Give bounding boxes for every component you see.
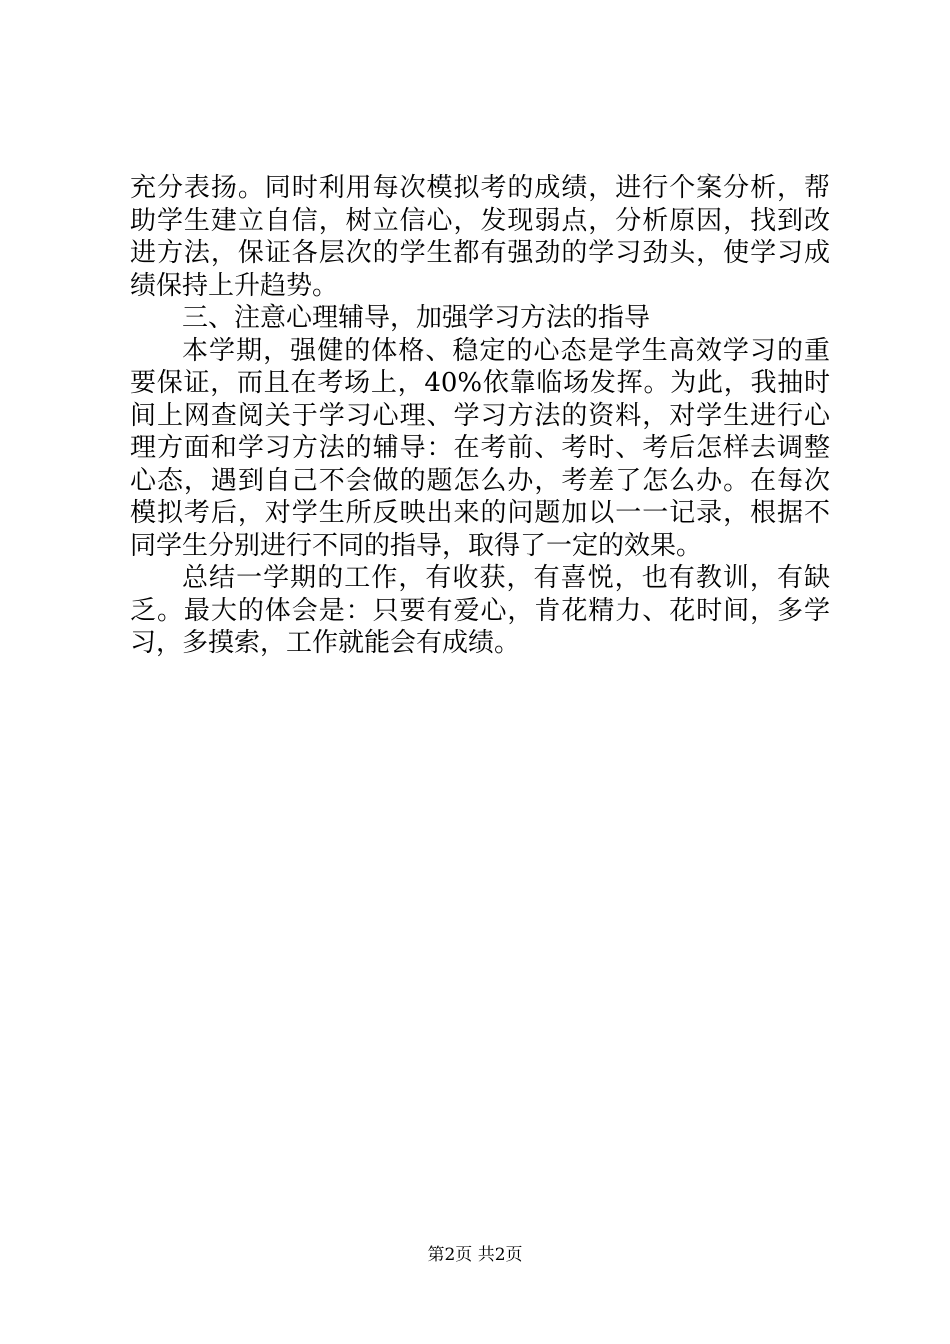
paragraph-body: 本学期，强健的体格、稳定的心态是学生高效学习的重要保证，而且在考场上，40%依靠临场发挥。为此，我抽时间上网查阅关于学习心理、学习方法的资料，对学生进行心理方面和学习方法的辅导：在考前、考时、考后怎样去调整心态，遇到自己不会做的题怎么办，考差了怎么办。在每次模拟考后，对学生所反映出来的问题加以一一记录，根据不同学生分别进行不同的指导，取得了一定的效果。 <box>130 335 830 561</box>
document-body <box>130 172 830 660</box>
section-heading: 三、注意心理辅导，加强学习方法的指导 <box>182 303 651 333</box>
paragraph-continuation: 充分表扬。同时利用每次模拟考的成绩，进行个案分析，帮助学生建立自信，树立信心，发现弱点，分析原因，找到改进方法，保证各层次的学生都有强劲的学习劲头，使学习成绩保持上升趋势。 <box>130 173 830 301</box>
page-number: 第2页 共2页 <box>427 1245 523 1265</box>
paragraph-summary: 总结一学期的工作，有收获，有喜悦，也有教训，有缺乏。最大的体会是：只要有爱心，肯花精力、花时间，多学习，多摸索，工作就能会有成绩。 <box>130 563 830 658</box>
